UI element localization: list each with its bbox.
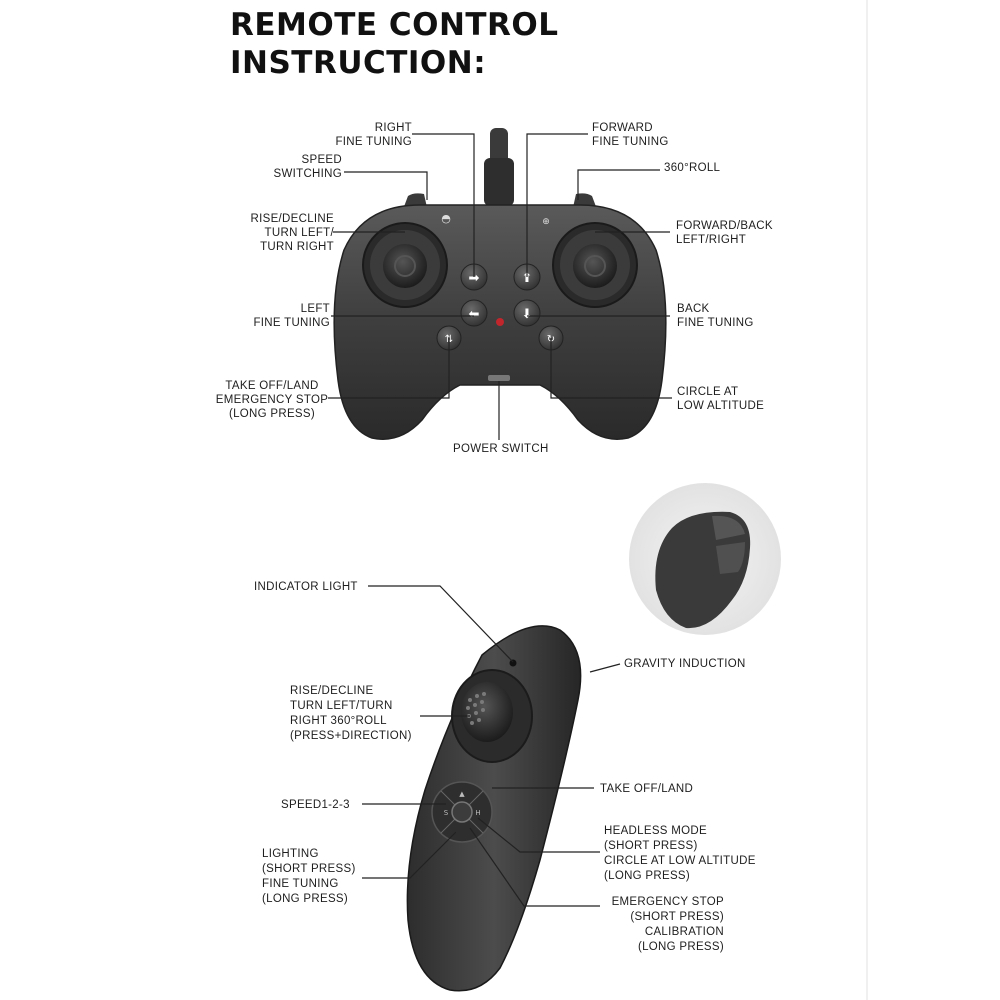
roll-icon: ⊕ bbox=[542, 217, 550, 227]
wand-joystick[interactable] bbox=[461, 682, 513, 742]
label-gravity-induction: GRAVITY INDUCTION bbox=[624, 658, 746, 670]
label-right-fine-tuning: RIGHT FINE TUNING bbox=[335, 122, 412, 148]
gamepad bbox=[334, 128, 666, 439]
label-forward-fine-tuning: FORWARD FINE TUNING bbox=[592, 122, 669, 148]
circle-icon: ↻ bbox=[546, 334, 556, 345]
label-headless-mode: HEADLESS MODE (SHORT PRESS) CIRCLE AT LOW ALTITUDE (LONG PRESS) bbox=[604, 825, 756, 882]
left-arrow-icon: ⬅ bbox=[468, 307, 480, 322]
label-rise-decline: RISE/DECLINE TURN LEFT/ TURN RIGHT bbox=[250, 213, 334, 253]
label-speed-1-2-3: SPEED1-2-3 bbox=[281, 799, 350, 811]
left-trim-button[interactable] bbox=[461, 300, 487, 326]
antenna-base bbox=[484, 158, 514, 206]
right-arrow-icon: ➡ bbox=[468, 271, 480, 286]
gravity-zoom-inset bbox=[629, 483, 781, 635]
power-led bbox=[496, 318, 504, 326]
power-switch[interactable] bbox=[488, 375, 510, 381]
down-arrow-icon: ⬇ bbox=[521, 307, 533, 322]
label-speed-switching: SPEED SWITCHING bbox=[273, 154, 342, 180]
label-power-switch: POWER SWITCH bbox=[453, 443, 549, 455]
label-forward-back: FORWARD/BACK LEFT/RIGHT bbox=[676, 220, 773, 246]
speed-icon: S bbox=[443, 809, 449, 817]
speed-icon: ◓ bbox=[441, 212, 451, 225]
label-circle-low-altitude: CIRCLE AT LOW ALTITUDE bbox=[677, 386, 765, 412]
back-trim-button[interactable] bbox=[514, 300, 540, 326]
label-indicator-light: INDICATOR LIGHT bbox=[254, 581, 358, 593]
label-takeoff-land: TAKE OFF/LAND EMERGENCY STOP (LONG PRESS) bbox=[215, 380, 329, 420]
page-title: REMOTE CONTROL INSTRUCTION: bbox=[230, 7, 559, 81]
right-joystick[interactable] bbox=[573, 244, 617, 288]
left-joystick[interactable] bbox=[383, 244, 427, 288]
label-left-fine-tuning: LEFT FINE TUNING bbox=[253, 303, 330, 329]
indicator-light bbox=[510, 660, 517, 667]
label-back-fine-tuning: BACK FINE TUNING bbox=[677, 303, 754, 329]
takeoff-land-button[interactable] bbox=[452, 802, 472, 822]
label-emergency-stop: EMERGENCY STOP (SHORT PRESS) CALIBRATION (LONG PRESS) bbox=[611, 896, 724, 953]
takeoff-icon: ⇅ bbox=[444, 334, 454, 345]
label-wand-rise-decline: RISE/DECLINE TURN LEFT/TURN RIGHT 360°ROLL (PRESS+DIRECTION) bbox=[290, 685, 412, 742]
wand-remote bbox=[407, 626, 580, 991]
headless-icon: H bbox=[475, 809, 481, 817]
label-360-roll: 360°ROLL bbox=[664, 162, 721, 174]
takeoff-icon: ▲ bbox=[459, 790, 465, 798]
label-wand-take-off-land: TAKE OFF/LAND bbox=[600, 783, 694, 795]
label-lighting: LIGHTING (SHORT PRESS) FINE TUNING (LONG PRESS) bbox=[262, 848, 356, 905]
up-arrow-icon: ⬆ bbox=[521, 271, 533, 286]
